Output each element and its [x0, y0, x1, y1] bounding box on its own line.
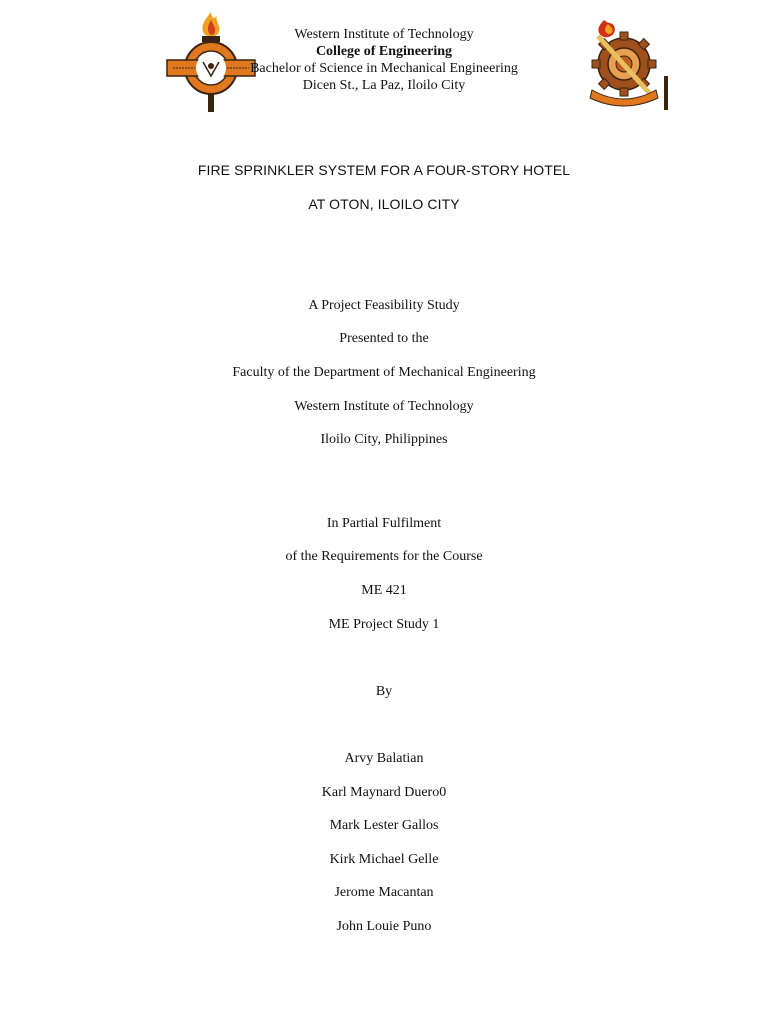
presentation-line: A Project Feasibility Study — [308, 298, 460, 313]
author-name: Karl Maynard Duero0 — [321, 785, 447, 800]
document-header — [0, 26, 768, 94]
fulfilment-line: In Partial Fulfilment — [326, 516, 442, 531]
institution-name: Western Institute of Technology — [294, 27, 474, 42]
author-name: John Louie Puno — [336, 919, 432, 934]
author-name: Kirk Michael Gelle — [329, 852, 439, 867]
title-line-2: AT OTON, ILOILO CITY — [308, 196, 460, 212]
title-line-1: FIRE SPRINKLER SYSTEM FOR A FOUR-STORY HOTEL — [197, 162, 571, 178]
author-name: Mark Lester Gallos — [329, 818, 439, 833]
presentation-line: Presented to the — [339, 331, 429, 346]
author-name: Jerome Macantan — [334, 885, 434, 900]
author-name: Arvy Balatian — [344, 751, 424, 766]
fulfilment-line: of the Requirements for the Course — [285, 549, 483, 564]
college-name: College of Engineering — [315, 44, 453, 59]
institution-address: Dicen St., La Paz, Iloilo City — [302, 78, 466, 93]
presentation-line: Iloilo City, Philippines — [320, 432, 448, 447]
by-label: By — [375, 684, 393, 699]
presentation-line: Faculty of the Department of Mechanical Engineering — [232, 365, 536, 380]
presentation-line: Western Institute of Technology — [294, 399, 474, 414]
course-code: ME 421 — [361, 583, 407, 598]
program-name: Bachelor of Science in Mechanical Engineering — [250, 61, 518, 76]
course-title: ME Project Study 1 — [328, 617, 440, 632]
